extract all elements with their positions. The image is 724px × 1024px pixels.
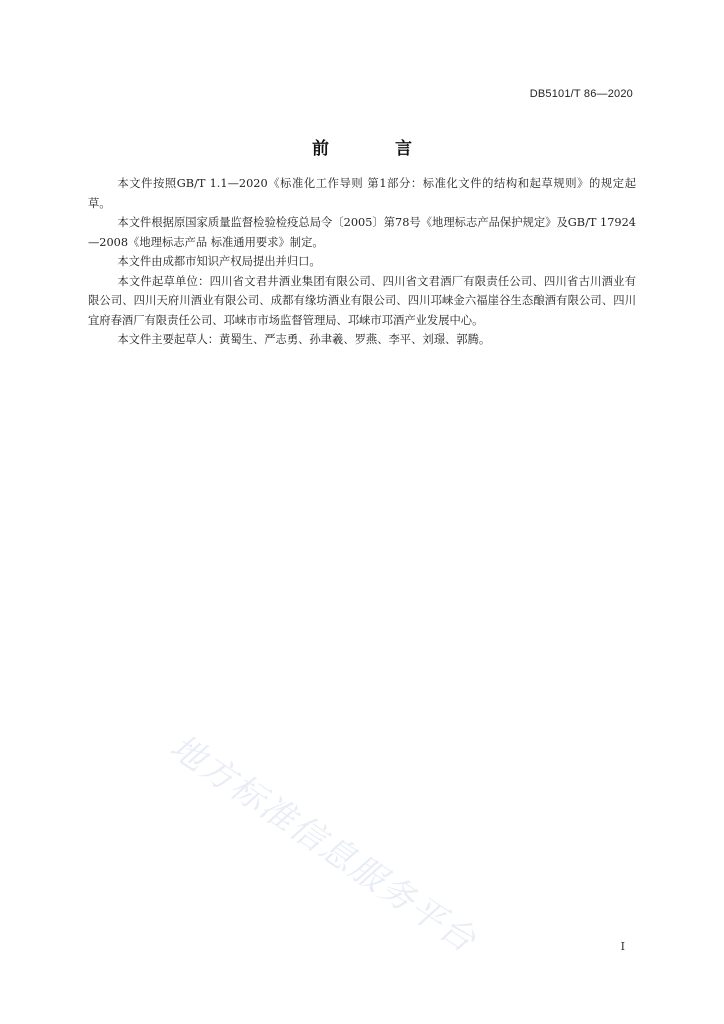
page-number: I bbox=[620, 940, 625, 953]
paragraph-drafters: 本文件主要起草人：黄蜀生、严志勇、孙聿羲、罗燕、李平、刘璟、郭腾。 bbox=[117, 333, 491, 346]
paragraph-proposer: 本文件由成都市知识产权局提出并归口。 bbox=[117, 255, 321, 268]
section-title: 前 言 bbox=[312, 139, 442, 159]
paragraph-drafting-units: 本文件起草单位：四川省文君井酒业集团有限公司、四川省文君酒厂有限责任公司、四川省古川酒业有限公司、四川天府川酒业有限公司、成都有缘坊酒业有限公司、四川邛崃金六福崖谷生态酿酒有限公司、四川宜府春酒厂有限责任公司、邛崃市市场监督管理局、邛崃市邛酒产业发展中心。 bbox=[88, 274, 636, 327]
document-code: DB5101/T 86—2020 bbox=[529, 88, 633, 100]
paragraph-drafting-rules: 本文件按照GB/T 1.1—2020《标准化工作导则 第1部分：标准化文件的结构和起草规则》的规定起草。 bbox=[88, 177, 636, 210]
watermark: 地方标准信息服务平台 bbox=[162, 726, 484, 962]
paragraph-legal-basis: 本文件根据原国家质量监督检验检疫总局令〔2005〕第78号《地理标志产品保护规定》及GB/T 17924—2008《地理标志产品 标准通用要求》制定。 bbox=[88, 216, 636, 249]
foreword-body bbox=[88, 174, 636, 350]
